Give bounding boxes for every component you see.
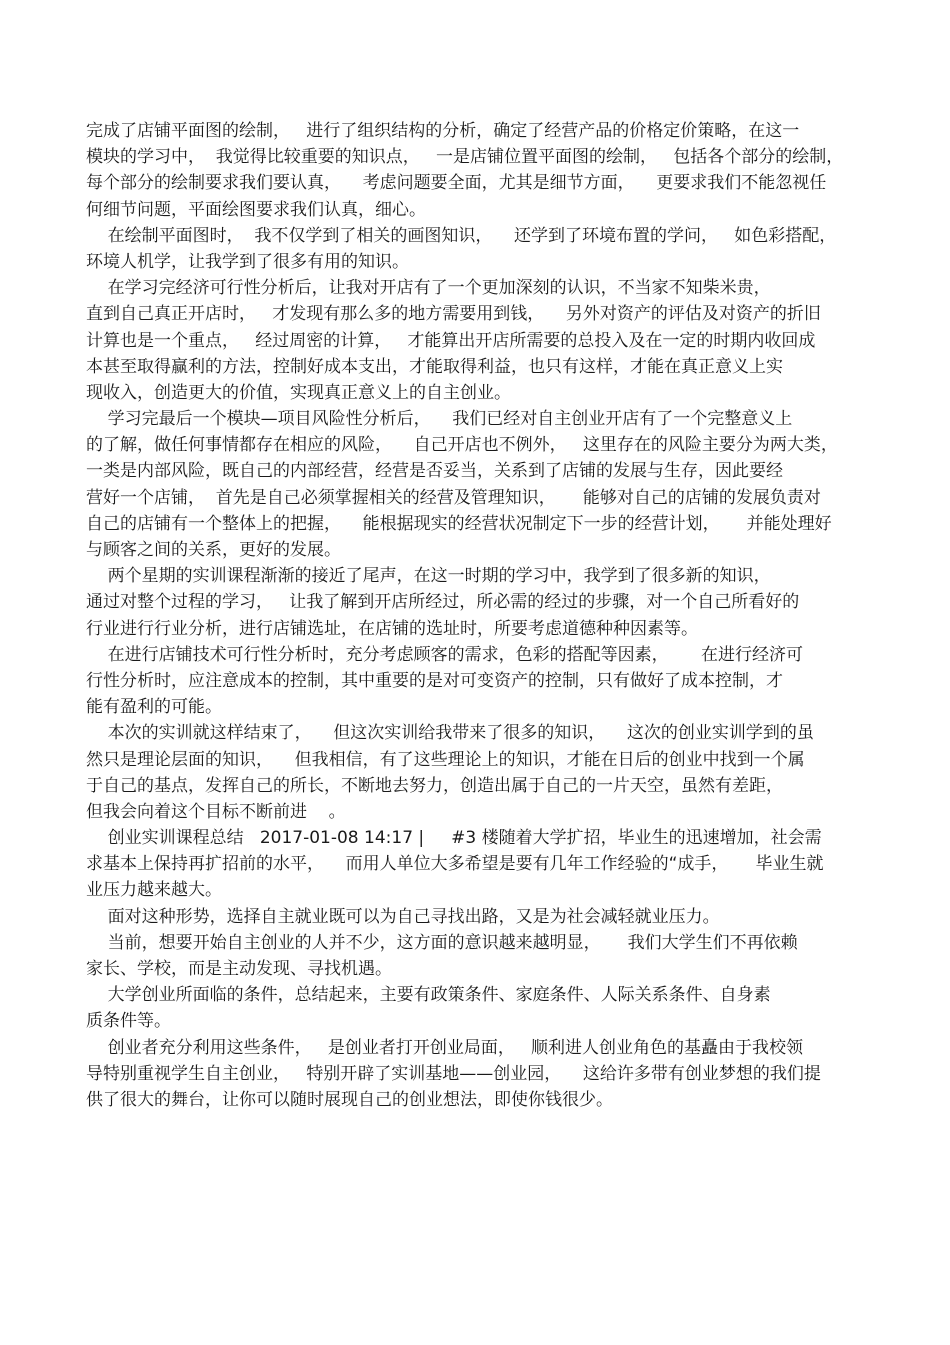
text-line: 与顾客之间的关系，更好的发展。 [86, 540, 341, 560]
text-line: 本甚至取得赢利的方法，控制好成本支出，才能取得利益，也只有这样，才能在真正意义上实 [86, 356, 783, 377]
text-line: 面对这种形势，选择自主就业既可以为自己寻找出路，又是为社会减轻就业压力。 [86, 906, 720, 927]
text-line: 自己的店铺有一个整体上的把握， 能根据现实的经营状况制定下一步的经营计划， 并能处理好 [86, 513, 832, 534]
text-line: 两个星期的实训课程渐渐的接近了尾声，在这一时期的学习中，我学到了很多新的知识， [86, 566, 771, 587]
text-line: 计算也是一个重点， 经过周密的计算， 才能算出开店所需要的总投入及在一定的时期内收回成 [86, 330, 816, 351]
document-body [86, 118, 876, 1113]
text-line: 业压力越来越大。 [86, 880, 222, 901]
text-line: 行性分析时，应注意成本的控制，其中重要的是对可变资产的控制，只有做好了成本控制，才 [86, 670, 783, 691]
text-line: 环境人机学，让我学到了很多有用的知识。 [86, 251, 409, 272]
text-line: 学习完最后一个模块—项目风险性分析后， 我们已经对自主创业开店有了一个完整意义上 [86, 409, 793, 430]
text-line: 当前，想要开始自主创业的人并不少，这方面的意识越来越明显， 我们大学生们不再依赖 [86, 932, 798, 953]
text-line: 通过对整个过程的学习， 让我了解到开店所经过，所必需的经过的步骤，对一个自己所看好的 [86, 592, 800, 613]
text-line: 大学创业所面临的条件，总结起来，主要有政策条件、家庭条件、人际关系条件、自身素 [86, 985, 771, 1006]
text-line: 每个部分的绘制要求我们要认真， 考虑问题要全面，尤其是细节方面， 更要求我们不能忽视任 [86, 173, 827, 194]
text-line: 完成了店铺平面图的绘制， 进行了组织结构的分析，确定了经营产品的价格定价策略，在这一 [86, 121, 800, 141]
text-line: 何细节问题，平面绘图要求我们认真，细心。 [86, 199, 426, 220]
text-line: 质条件等。 [86, 1011, 171, 1032]
text-line: 一类是内部风险，既自己的内部经营，经营是否妥当，关系到了店铺的发展与生存，因此要经 [86, 461, 783, 482]
text-line: 的了解，做任何事情都存在相应的风险， 自己开店也不例外， 这里存在的风险主要分为两大类， [86, 435, 838, 456]
text-line: 现收入，创造更大的价值，实现真正意义上的自主创业。 [86, 382, 511, 403]
text-line: 求基本上保持再扩招前的水平， 而用人单位大多希望是要有几年工作经验的“成手， 毕业生就 [86, 854, 824, 875]
text-line: 但我会向着这个目标不断前进 。 [86, 801, 346, 822]
text-line: 行业进行行业分析，进行店铺选址，在店铺的选址时，所要考虑道德种种因素等。 [86, 618, 698, 639]
text-line: 供了很大的舞台，让你可以随时展现自己的创业想法，即使你钱很少。 [86, 1089, 613, 1110]
text-line: 营好一个店铺， 首先是自己必须掌握相关的经营及管理知识， 能够对自己的店铺的发展负责对 [86, 487, 821, 508]
text-line: 直到自己真正开店时， 才发现有那么多的地方需要用到钱， 另外对资产的评估及对资产的折旧 [86, 304, 821, 325]
text-line: 创业者充分利用这些条件， 是创业者打开创业局面， 顺利进人创业角色的基矗由于我校领 [86, 1037, 804, 1058]
text-line: 能有盈利的可能。 [86, 697, 222, 718]
text-line: 于自己的基点，发挥自己的所长，不断地去努力，创造出属于自己的一片天空，虽然有差距， [86, 775, 783, 796]
text-line: 然只是理论层面的知识， 但我相信，有了这些理论上的知识，才能在日后的创业中找到一个属 [86, 749, 805, 770]
text-line: 在学习完经济可行性分析后，让我对开店有了一个更加深刻的认识，不当家不知柴米贵， [86, 278, 771, 299]
text-line: 模块的学习中， 我觉得比较重要的知识点， 一是店铺位置平面图的绘制， 包括各个部分的绘制， [86, 147, 844, 168]
text-line: 在进行店铺技术可行性分析时，充分考虑顾客的需求，色彩的搭配等因素， 在进行经济可 [86, 644, 804, 665]
text-line: 家长、学校，而是主动发现、寻找机遇。 [86, 959, 392, 979]
text-line: 在绘制平面图时， 我不仅学到了相关的画图知识， 还学到了环境布置的学问， 如色彩搭配， [86, 225, 837, 246]
text-line: 本次的实训就这样结束了， 但这次实训给我带来了很多的知识， 这次的创业实训学到的虽 [86, 723, 814, 744]
text-line: 导特别重视学生自主创业， 特别开辟了实训基地——创业园， 这给许多带有创业梦想的我们提 [86, 1063, 821, 1084]
text-line: 创业实训课程总结 2017-01-08 14:17 | #3 楼随着大学扩招，毕业生的迅速增加，社会需 [86, 828, 822, 849]
